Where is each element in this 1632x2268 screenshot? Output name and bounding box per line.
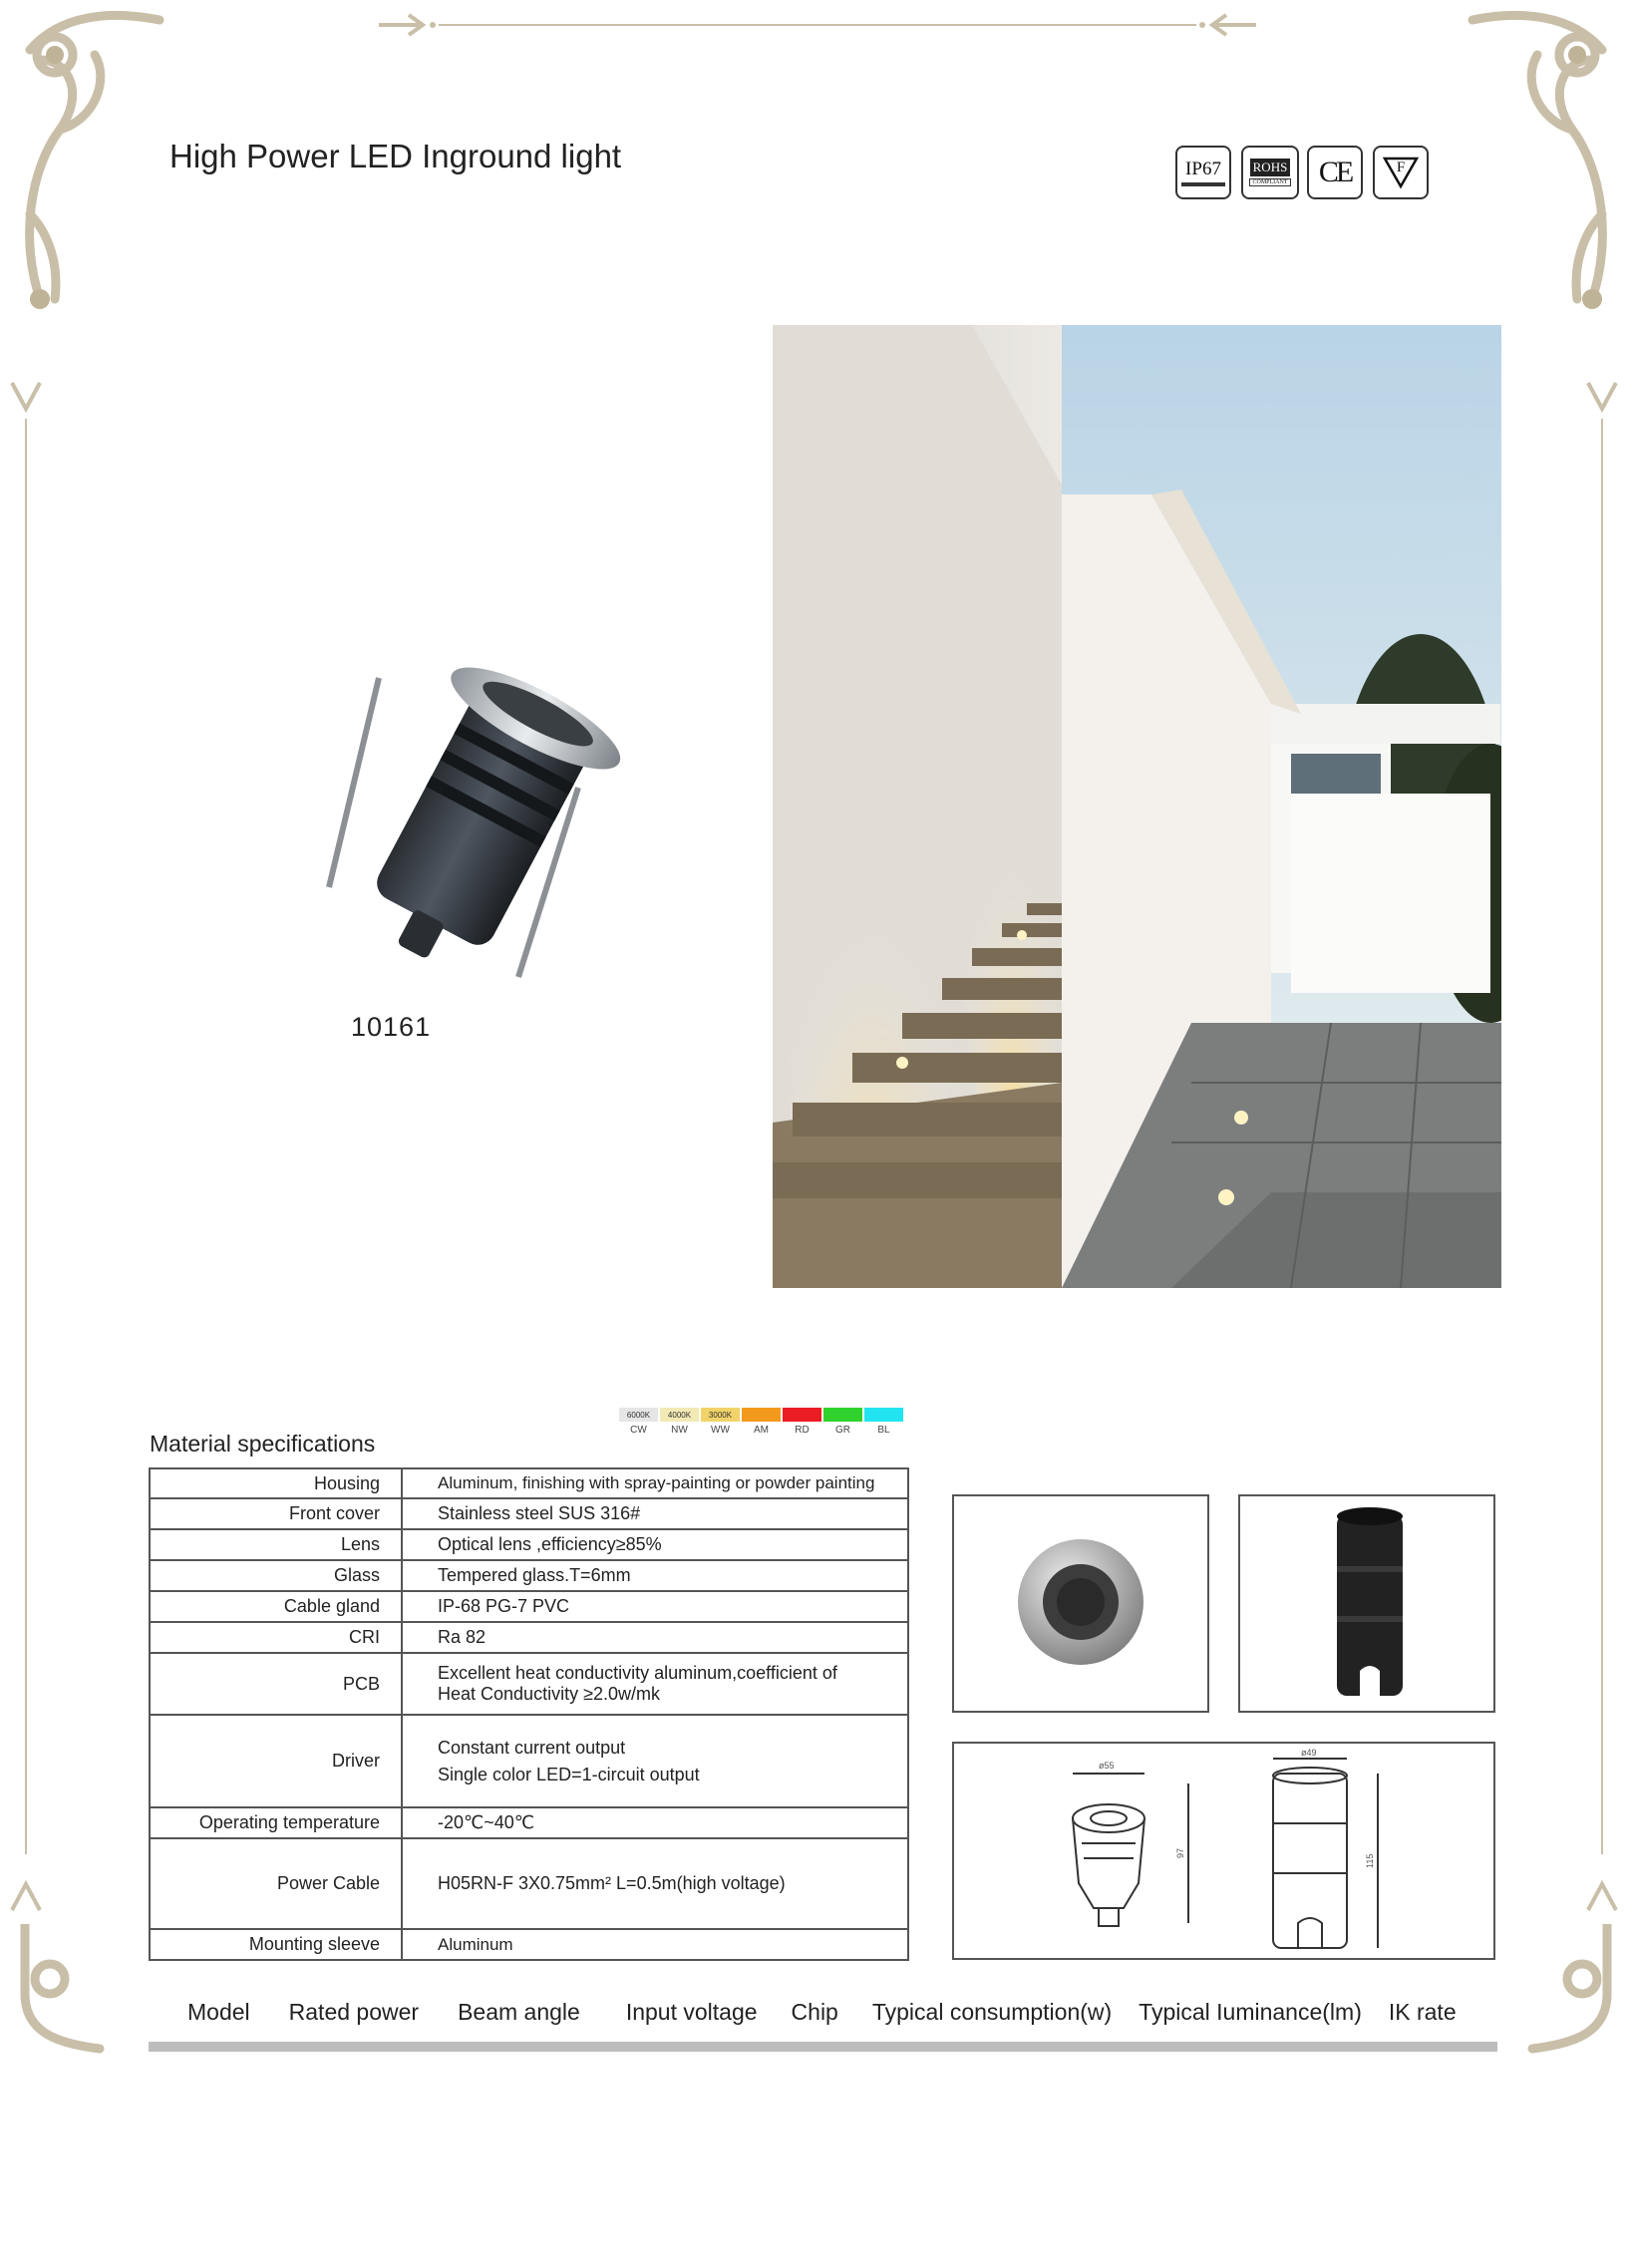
table-row — [150, 1653, 908, 1715]
spec-value: -20℃~40℃ — [402, 1807, 908, 1838]
product-model-number: 10161 — [351, 1012, 432, 1042]
header-ik-rate: IK rate — [1388, 1999, 1457, 2025]
top-right-arrow-icon — [1196, 10, 1256, 40]
table-row — [150, 1468, 908, 1498]
swatch-bl-bar — [864, 1408, 903, 1422]
swatch-gr — [823, 1408, 862, 1436]
f-mark-badge — [1373, 146, 1429, 199]
spec-value: Aluminum, finishing with spray-painting or powder painting — [402, 1468, 908, 1498]
spec-key: Driver — [150, 1715, 402, 1807]
f-mark-label: F — [1396, 160, 1406, 175]
product-inground-light-image — [289, 598, 628, 997]
sleeve-diameter-label: ø49 — [1301, 1748, 1317, 1758]
swatch-rd-bar — [783, 1408, 821, 1422]
right-border-line — [1601, 419, 1603, 1854]
spec-value — [402, 1653, 908, 1715]
color-temperature-swatches — [619, 1408, 905, 1436]
spec-value: Tempered glass.T=6mm — [402, 1560, 908, 1591]
swatch-cw-code: CW — [630, 1425, 647, 1436]
right-arrow-up-icon — [1584, 1874, 1620, 1914]
spec-value: IP-68 PG-7 PVC — [402, 1591, 908, 1622]
swatch-ww-code: WW — [711, 1425, 730, 1436]
swatch-bl — [864, 1408, 903, 1436]
dimension-drawing-box — [952, 1742, 1495, 1960]
spec-key: PCB — [150, 1653, 402, 1715]
spec-key: Lens — [150, 1529, 402, 1560]
model-table-header-bar — [149, 2042, 1497, 2052]
header-rated-power: Rated power — [288, 1999, 420, 2025]
bottom-left-ornament-icon — [0, 1924, 110, 2054]
ce-label: CE — [1318, 156, 1352, 188]
top-right-ornament-icon — [1463, 0, 1632, 309]
ip67-label: IP67 — [1185, 159, 1221, 179]
swatch-gr-bar — [823, 1408, 862, 1422]
header-beam-angle: Beam angle — [458, 1999, 580, 2025]
top-border-line-left — [439, 24, 1196, 26]
left-arrow-down-icon — [8, 379, 44, 419]
ip67-badge — [1175, 146, 1231, 199]
header-chip: Chip — [791, 1999, 838, 2025]
left-arrow-up-icon — [8, 1874, 44, 1914]
rohs-label: ROHS — [1250, 159, 1291, 176]
swatch-nw-code: NW — [671, 1425, 688, 1436]
swatch-bl-code: BL — [877, 1425, 890, 1436]
mounting-sleeve-image — [1240, 1496, 1493, 1711]
fixture-height-label: 97 — [1175, 1847, 1185, 1858]
spec-key: Power Cable — [150, 1838, 402, 1929]
spec-value-line: Excellent heat conductivity aluminum,coefficient of — [438, 1663, 837, 1683]
swatch-nw-bar: 4000K — [660, 1408, 699, 1422]
header-typical-consumption: Typical consumption(w) — [871, 1999, 1113, 2025]
material-specifications-table — [149, 1467, 909, 1961]
swatch-ww-bar: 3000K — [701, 1408, 740, 1422]
right-arrow-down-icon — [1584, 379, 1620, 419]
left-border-line — [25, 419, 27, 1854]
spec-key: Housing — [150, 1468, 402, 1498]
swatch-ww — [701, 1408, 740, 1436]
top-left-ornament-icon — [0, 0, 169, 309]
swatch-cw-bar: 6000K — [619, 1408, 658, 1422]
top-left-arrow-icon — [379, 10, 439, 40]
table-row — [150, 1838, 908, 1929]
table-row — [150, 1622, 908, 1653]
table-row — [150, 1529, 908, 1560]
spec-key: Mounting sleeve — [150, 1929, 402, 1960]
front-view-image — [954, 1496, 1207, 1711]
table-row — [150, 1929, 908, 1960]
spec-value: H05RN-F 3X0.75mm² L=0.5m(high voltage) — [402, 1838, 908, 1929]
mounting-sleeve-box — [1238, 1494, 1495, 1713]
swatch-nw — [660, 1408, 699, 1436]
spec-value-line: Heat Conductivity ≥2.0w/mk — [438, 1684, 660, 1704]
spec-value: Aluminum — [402, 1929, 908, 1960]
table-row — [150, 1498, 908, 1529]
front-view-box — [952, 1494, 1209, 1713]
rohs-sub-label: COMPLIANT — [1249, 178, 1290, 186]
header-input-voltage: Input voltage — [625, 1999, 758, 2025]
model-table-header — [149, 1999, 1497, 2026]
table-row — [150, 1715, 908, 1807]
swatch-am — [742, 1408, 781, 1436]
page-title: High Power LED Inground light — [169, 138, 622, 174]
spec-key: CRI — [150, 1622, 402, 1653]
swatch-rd — [783, 1408, 821, 1436]
spec-key: Cable gland — [150, 1591, 402, 1622]
spec-key: Operating temperature — [150, 1807, 402, 1838]
spec-key: Front cover — [150, 1498, 402, 1529]
swatch-am-bar — [742, 1408, 781, 1422]
spec-value: Stainless steel SUS 316# — [402, 1498, 908, 1529]
fixture-diameter-label: ø55 — [1099, 1761, 1115, 1771]
material-specifications-title: Material specifications — [150, 1431, 376, 1457]
table-row — [150, 1807, 908, 1838]
spec-value — [402, 1715, 908, 1807]
spec-value: Optical lens ,efficiency≥85% — [402, 1529, 908, 1560]
application-photo — [773, 325, 1501, 1288]
swatch-cw — [619, 1408, 658, 1436]
dimension-drawing — [954, 1744, 1493, 1958]
bottom-right-ornament-icon — [1522, 1924, 1632, 2054]
table-row — [150, 1591, 908, 1622]
sleeve-height-label: 115 — [1365, 1853, 1375, 1868]
spec-value: Ra 82 — [402, 1622, 908, 1653]
rohs-badge — [1241, 146, 1299, 199]
spec-value-line: Single color LED=1-circuit output — [438, 1764, 700, 1784]
swatch-rd-code: RD — [795, 1425, 810, 1436]
table-row — [150, 1560, 908, 1591]
swatch-gr-code: GR — [835, 1425, 850, 1436]
swatch-am-code: AM — [754, 1425, 769, 1436]
ce-badge — [1307, 146, 1363, 199]
spec-value-line: Constant current output — [438, 1737, 626, 1758]
spec-key: Glass — [150, 1560, 402, 1591]
header-model: Model — [187, 1999, 250, 2025]
header-typical-luminance: Typical Iuminance(lm) — [1139, 1999, 1362, 2025]
